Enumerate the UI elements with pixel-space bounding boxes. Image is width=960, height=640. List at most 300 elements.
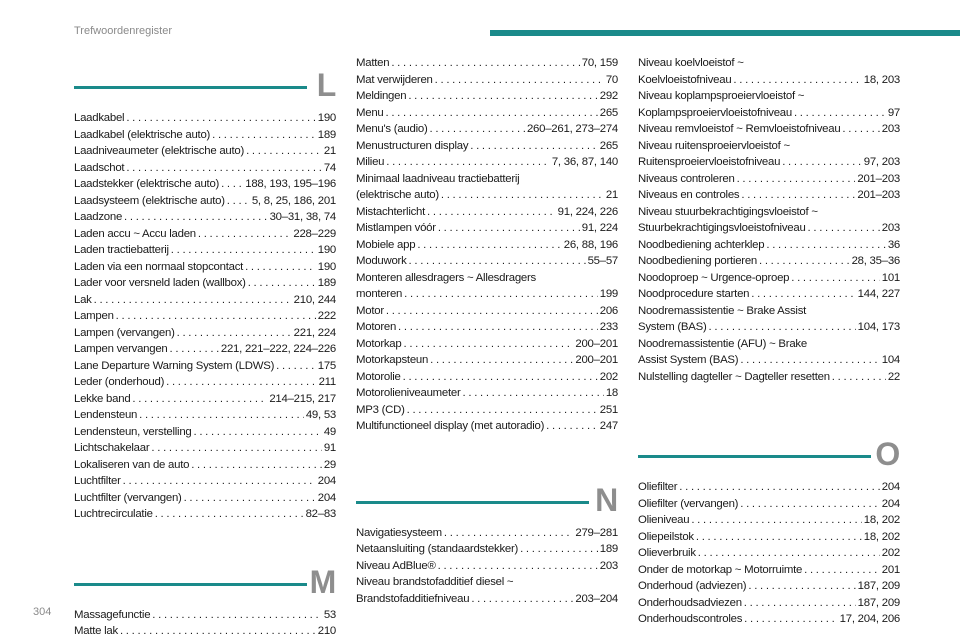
index-term: Lendensteun, verstelling [74,425,192,438]
dot-leader [276,358,316,375]
index-pages: 189 [599,543,618,555]
index-entry [74,607,336,624]
index-entry [74,325,336,342]
index-pages: 18 [605,387,618,399]
index-term-line: Niveau koelvloeistof ~ [638,57,744,69]
index-term: Noodbediening portieren [638,255,758,267]
index-entry [74,110,336,127]
dot-leader [166,374,316,391]
index-line [356,204,618,221]
dot-leader [832,369,886,386]
index-line [638,171,900,188]
index-term: Motor [356,304,384,317]
index-entry [74,358,336,375]
dot-leader [404,286,598,303]
index-line [638,72,900,89]
index-entry [356,138,618,155]
index-line [356,138,618,155]
header-accent-bar [490,30,960,36]
index-pages: 203–204 [575,592,618,605]
index-term: Koplampsproeiervloeistofniveau [638,106,792,119]
dot-leader [691,512,861,529]
index-term: Menu's (audio) [356,123,428,135]
index-line [638,562,900,579]
index-entry [356,369,618,386]
dot-leader [184,490,316,507]
index-term: Ruitensproeiervloeistofniveau [638,156,781,168]
index-line [638,253,900,270]
index-entry [74,506,336,523]
index-pages: 201–203 [857,172,900,185]
index-pages: 175 [317,359,336,372]
index-entry [638,138,900,171]
dot-leader [679,479,879,496]
index-pages: 21 [605,189,618,201]
section-spacer [74,523,336,559]
index-entry [638,611,900,628]
index-pages: 265 [599,106,618,119]
index-entry [638,88,900,121]
index-line [356,187,618,204]
index-entry [638,303,900,336]
index-term: Mistachterlicht [356,205,426,218]
index-term: MP3 (CD) [356,403,405,416]
index-pages: 18, 203 [863,73,900,86]
index-term-line: Noodremassistentie (AFU) ~ Brake [638,337,807,350]
index-term: Motorolie [356,370,401,383]
index-term: Luchtrecirculatie [74,508,153,520]
index-pages: 190 [317,244,336,256]
index-pages: 5, 8, 25, 186, 201 [251,194,336,207]
index-term: Assist System (BAS) [638,354,739,366]
index-entry [356,204,618,221]
index-line [74,623,336,640]
index-entry [74,226,336,243]
index-line [356,541,618,558]
index-term: Matte lak [74,625,118,637]
index-entry [356,319,618,336]
dot-leader [386,303,598,320]
index-term: Laden tractiebatterij [74,244,169,256]
index-entry [356,525,618,542]
index-line [74,143,336,160]
index-pages: 187, 209 [857,580,900,592]
index-pages: 70, 159 [581,57,618,69]
index-line [638,237,900,254]
index-term: Lampen (vervangen) [74,326,175,339]
section-header-m [74,559,336,607]
index-pages: 221, 224 [293,326,336,339]
index-pages: 26, 88, 196 [563,238,618,251]
index-line [74,607,336,624]
index-pages: 49, 53 [305,409,336,421]
dot-leader [227,193,250,210]
index-line [74,325,336,342]
index-line [356,237,618,254]
dot-leader [191,457,322,474]
index-entry [356,220,618,237]
index-line [74,110,336,127]
index-pages: 101 [881,271,900,284]
dot-leader [748,578,855,595]
index-entry [356,154,618,171]
index-term: Lak [74,293,92,306]
dot-leader [430,121,525,138]
index-term: Lane Departure Warning System (LDWS) [74,359,275,372]
index-entry [74,440,336,457]
section-letter: M [309,563,336,600]
index-term: Niveau remvloeistof ~ Remvloeistofniveau [638,123,841,135]
dot-leader [427,204,556,221]
dot-leader [398,319,598,336]
index-pages: 222 [317,310,336,322]
index-term: Multifunctioneel display (met autoradio) [356,420,545,432]
index-term: Mat verwijderen [356,73,433,86]
dot-leader [744,611,837,628]
dot-leader [696,529,862,546]
index-pages: 188, 193, 195–196 [245,178,336,190]
index-term: Menu [356,106,384,119]
index-entry [356,336,618,353]
index-line [74,308,336,325]
index-term: Lendensteun [74,409,138,421]
index-line [356,72,618,89]
index-term: Koelvloeistofniveau [638,73,732,86]
index-pages: 82–83 [305,508,336,520]
index-pages: 30–31, 38, 74 [269,211,336,223]
index-pages: 104, 173 [857,321,900,333]
index-pages: 204 [317,475,336,487]
page-number: 304 [33,606,52,618]
index-entry [74,407,336,424]
index-term: Niveaus controleren [638,172,735,185]
index-pages: 204 [881,497,900,510]
dot-leader [438,220,580,237]
index-term: Navigatiesysteem [356,526,442,539]
index-term: Onderhoudscontroles [638,613,743,625]
dot-leader [733,72,861,89]
index-line [74,160,336,177]
index-pages: 70 [605,73,618,86]
dot-leader [198,226,292,243]
index-line [638,512,900,529]
index-term: Olieniveau [638,514,690,526]
index-pages: 190 [317,112,336,124]
index-line [356,253,618,270]
index-term: Stuurbekrachtigingsvloeistofniveau [638,222,806,234]
index-entry [638,270,900,287]
index-line [638,479,900,496]
index-pages: 210 [317,625,336,637]
section-header-n [356,477,618,525]
section-letter: O [875,436,900,472]
index-pages: 97 [887,106,900,119]
index-pages: 36 [887,238,900,251]
index-line [356,418,618,435]
index-pages: 202 [881,547,900,559]
index-line [356,286,618,303]
index-entry [638,237,900,254]
index-term: Milieu [356,156,385,168]
dot-leader [403,369,598,386]
index-line [638,611,900,628]
index-line [356,121,618,138]
index-line [356,303,618,320]
index-pages: 29 [323,458,336,471]
dot-leader [438,558,598,575]
index-entry [638,529,900,546]
index-term: Nulstelling dagteller ~ Dagteller resetten [638,370,830,383]
section-spacer [638,385,900,431]
index-pages: 247 [599,420,618,432]
dot-leader [171,242,316,259]
index-pages: 201 [881,563,900,576]
index-column-1 [74,62,336,640]
index-pages: 211 [318,376,336,388]
index-entry [74,374,336,391]
index-line [356,591,618,608]
dot-leader [737,171,856,188]
index-term: Brandstofadditiefniveau [356,592,470,605]
index-term: Menustructuren display [356,139,469,152]
index-line [638,496,900,513]
index-term: Lampen vervangen [74,343,168,355]
index-term: Lampen [74,310,114,322]
index-pages: 260–261, 273–274 [526,123,618,135]
index-entry [638,545,900,562]
index-term-line: Niveau koplampsproeiervloeistof ~ [638,90,805,102]
index-entry [356,303,618,320]
index-term: Onderhoud (adviezen) [638,580,747,592]
index-term: Laden accu ~ Accu laden [74,227,196,240]
index-pages: 18, 202 [863,514,900,526]
index-pages: 201–203 [857,189,900,201]
index-line [356,154,618,171]
index-entry [74,160,336,177]
dot-leader [782,154,862,171]
index-pages: 228–229 [293,227,336,240]
index-term-line: Noodremassistentie ~ Brake Assist [638,304,807,317]
index-term: Noodbediening achterklep [638,238,765,251]
index-line [356,336,618,353]
index-column-3 [638,55,900,628]
index-line [74,358,336,375]
index-entry [74,341,336,358]
index-entry [356,541,618,558]
index-term: Niveau AdBlue® [356,559,436,572]
dot-leader [417,237,561,254]
index-entry [356,352,618,369]
index-entry [356,72,618,89]
index-pages: 53 [323,608,336,621]
index-entry [74,275,336,292]
dot-leader [221,176,243,193]
index-entry [74,143,336,160]
index-term: Noodoproep ~ Urgence-oproep [638,271,790,284]
index-term: Noodprocedure starten [638,288,750,300]
index-entry [638,336,900,369]
index-term-line: Niveau stuurbekrachtigingsvloeistof ~ [638,205,818,218]
index-entry [74,308,336,325]
index-term: Motorkap [356,337,402,350]
index-line [638,595,900,612]
index-line [638,545,900,562]
index-term: Onder de motorkap ~ Motorruimte [638,563,803,576]
section-spacer [356,435,618,477]
index-line [74,259,336,276]
index-entry [638,286,900,303]
index-line [74,440,336,457]
index-line [356,319,618,336]
index-entry [638,55,900,88]
index-term: Laadschot [74,161,125,174]
index-entry [356,574,618,607]
index-line [638,220,900,237]
index-entry [74,473,336,490]
index-line [638,121,900,138]
index-line [638,529,900,546]
index-line [638,105,900,122]
dot-leader [407,402,598,419]
index-line [74,341,336,358]
index-entry [74,424,336,441]
dot-leader [126,110,315,127]
index-entry [356,253,618,270]
dot-leader [791,270,879,287]
index-term: Laadzone [74,211,123,223]
index-term: Moduwork [356,255,407,267]
index-pages: 279–281 [575,526,618,539]
index-term: (elektrische auto) [356,189,439,201]
index-pages: 21 [323,145,336,157]
dot-leader [842,121,879,138]
index-entry [638,204,900,237]
index-term: Motoren [356,321,397,333]
dot-leader [430,352,573,369]
index-line [74,473,336,490]
index-pages: 22 [887,370,900,383]
index-pages: 204 [317,491,336,504]
index-line [74,490,336,507]
index-term: Oliefilter (vervangen) [638,497,739,510]
index-term: Onderhoudsadviezen [638,596,742,609]
index-line [356,88,618,105]
index-term-line: Minimaal laadniveau tractiebatterij [356,172,520,185]
dot-leader [177,325,292,342]
index-line [74,374,336,391]
index-line [356,385,618,402]
index-pages: 74 [323,161,336,174]
index-entry [638,121,900,138]
dot-leader [386,105,598,122]
index-pages: 28, 35–36 [851,255,900,267]
index-term: Lader voor versneld laden (wallbox) [74,277,246,289]
index-entry [74,176,336,193]
dot-leader [193,424,321,441]
index-pages: 221, 221–222, 224–226 [220,343,336,355]
index-entry [74,292,336,309]
dot-leader [463,385,604,402]
index-line [356,402,618,419]
index-entry [638,595,900,612]
index-entry [356,121,618,138]
dot-leader [409,253,586,270]
index-pages: 91, 224 [581,222,618,234]
index-term: Niveaus en controles [638,189,740,201]
index-entry [638,512,900,529]
index-term: Oliefilter [638,481,678,493]
section-rule [638,455,871,458]
dot-leader [808,220,880,237]
dot-leader [741,187,855,204]
index-pages: 7, 36, 87, 140 [551,156,618,168]
index-line [74,424,336,441]
index-pages: 17, 204, 206 [839,613,900,625]
dot-leader [386,154,550,171]
index-line [74,193,336,210]
dot-leader [698,545,880,562]
dot-leader [170,341,219,358]
index-pages: 189 [317,277,336,289]
index-line [74,127,336,144]
index-line [356,369,618,386]
index-entry [638,496,900,513]
dot-leader [740,496,880,513]
index-pages: 203 [881,123,900,135]
index-entry [74,242,336,259]
index-entry [638,369,900,386]
index-pages: 187, 209 [857,596,900,609]
index-line [638,578,900,595]
dot-leader [123,473,316,490]
index-entry [74,127,336,144]
index-term: Lichtschakelaar [74,442,150,454]
index-pages: 97, 203 [863,156,900,168]
index-pages: 200–201 [575,337,618,350]
dot-leader [709,319,856,336]
dot-leader [155,506,304,523]
index-pages: 251 [599,403,618,416]
index-entry [638,578,900,595]
index-line [638,187,900,204]
index-term: Lokaliseren van de auto [74,458,190,471]
index-term: Laden via een normaal stopcontact [74,260,244,273]
index-term: Oliepeilstok [638,530,694,543]
header-title: Trefwoordenregister [74,25,173,37]
index-entry [74,193,336,210]
section-header-l [74,62,336,110]
index-term-line: Monteren allesdragers ~ Allesdragers [356,271,536,284]
index-term: Motorkapsteun [356,354,429,366]
index-term: Laadstekker (elektrische auto) [74,178,220,190]
index-pages: 200–201 [575,354,618,366]
index-pages: 189 [317,128,336,141]
index-entry [356,418,618,435]
index-pages: 144, 227 [857,288,900,300]
index-line [638,270,900,287]
dot-leader [126,160,322,177]
index-term: Laadkabel [74,112,125,124]
index-line [74,226,336,243]
dot-leader [151,440,321,457]
dot-leader [212,127,316,144]
index-term: Leder (onderhoud) [74,376,165,388]
dot-leader [740,352,879,369]
dot-leader [471,591,573,608]
index-entry [356,558,618,575]
index-entry [74,391,336,408]
dot-leader [546,418,598,435]
